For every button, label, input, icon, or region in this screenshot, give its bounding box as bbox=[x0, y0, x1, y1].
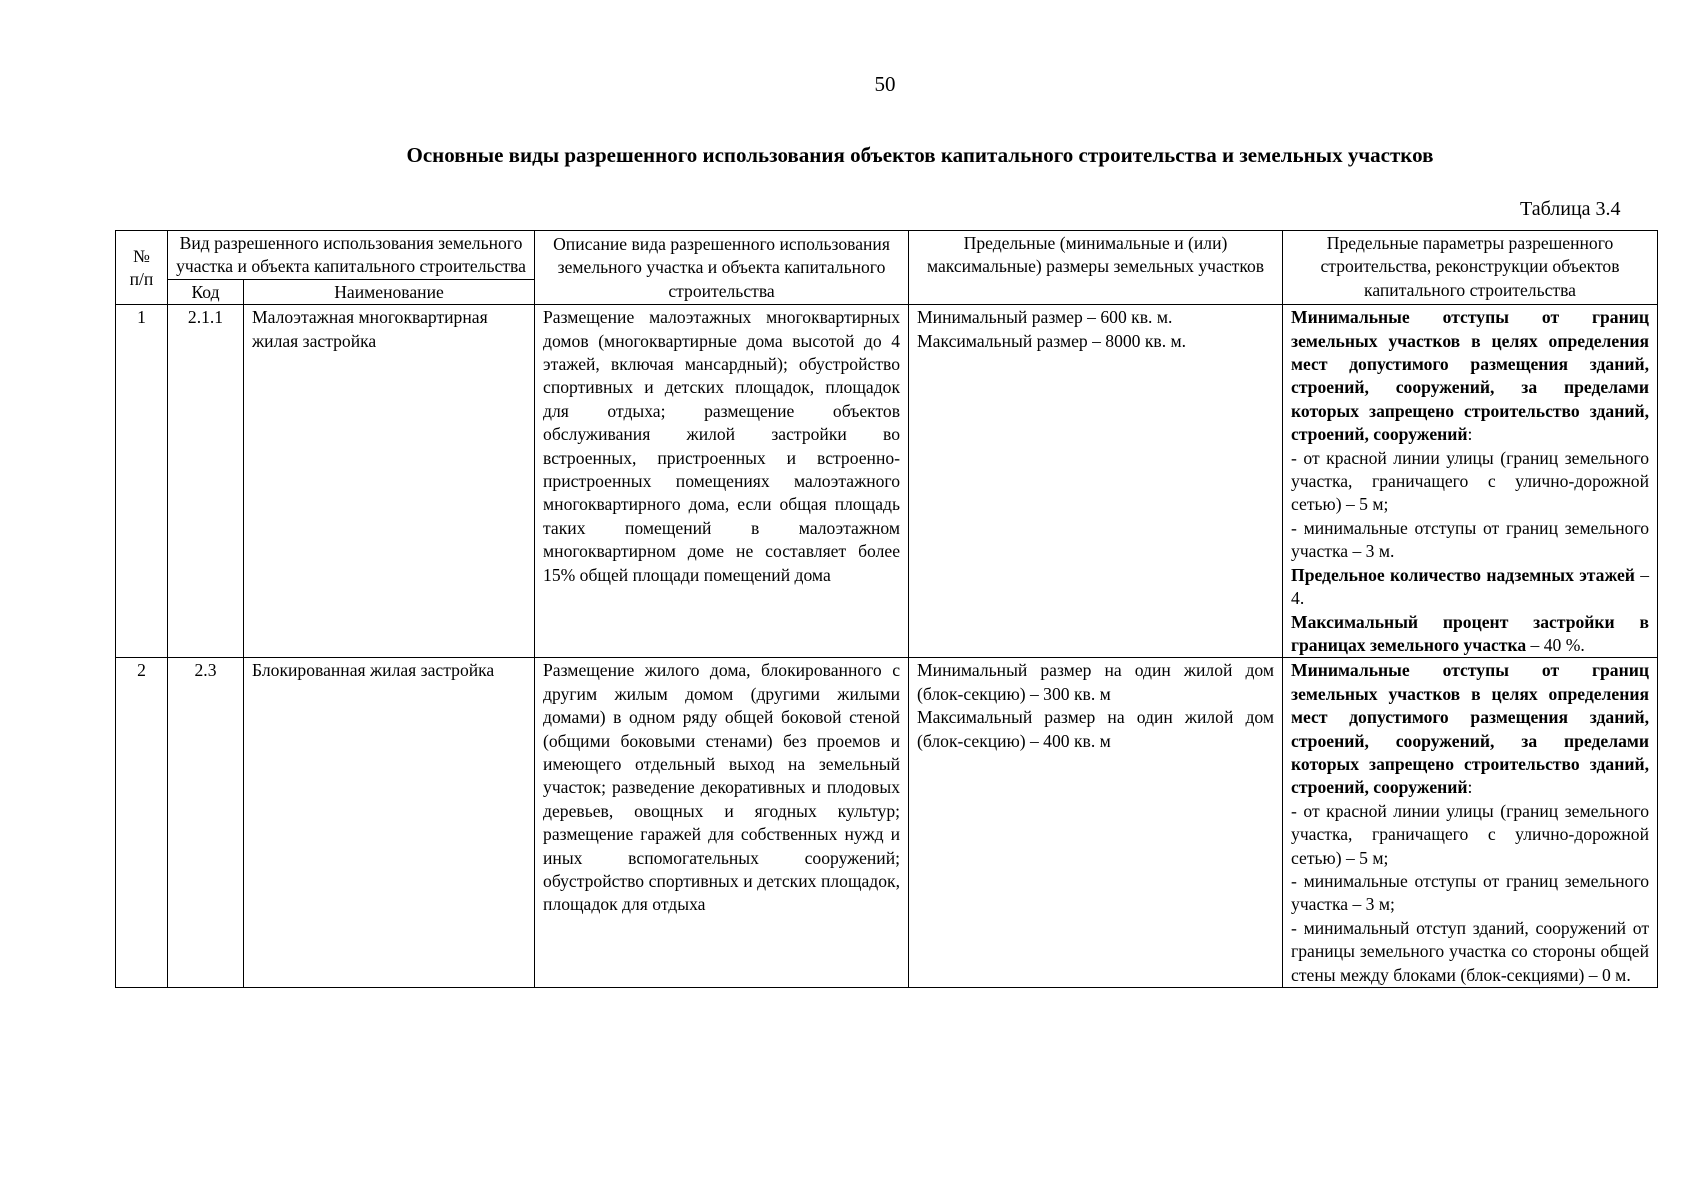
row-num: 2 bbox=[116, 658, 168, 988]
floors-value: – 4. bbox=[1291, 564, 1650, 609]
setback-item: - от красной линии улицы (границ земельного участка, граничащего с улично-дорожной сетью) – 5 м; bbox=[1291, 800, 1650, 868]
header-sizes: Предельные (минимальные и (или) максимальные) размеры земельных участков bbox=[909, 231, 1283, 305]
row-name: Малоэтажная многоквартирная жилая застройка bbox=[244, 305, 535, 658]
size-max: Максимальный размер на один жилой дом (блок-секцию) – 400 кв. м bbox=[917, 707, 1275, 751]
setback-item: - минимальные отступы от границ земельного участка – 3 м; bbox=[1291, 870, 1650, 915]
header-num: № п/п bbox=[116, 231, 168, 305]
setback-item: - минимальные отступы от границ земельного участка – 3 м. bbox=[1291, 517, 1650, 562]
header-use-type: Вид разрешенного использования земельного участка и объекта капитального строительства bbox=[168, 231, 535, 280]
coverage-heading: Максимальный процент застройки в границах земельного участка bbox=[1291, 611, 1650, 655]
row-params bbox=[1283, 305, 1658, 658]
document-title: Основные виды разрешенного использования объектов капитального строительства и земельных участков bbox=[406, 143, 1434, 167]
row-sizes bbox=[909, 305, 1283, 658]
page-number: 50 bbox=[874, 72, 896, 96]
row-name: Блокированная жилая застройка bbox=[244, 658, 535, 988]
header-code: Код bbox=[168, 279, 244, 304]
row-num: 1 bbox=[116, 305, 168, 658]
table-header-row bbox=[116, 231, 1658, 280]
size-min: Минимальный размер на один жилой дом (блок-секцию) – 300 кв. м bbox=[917, 660, 1275, 704]
header-params: Предельные параметры разрешенного строительства, реконструкции объектов капитального строительства bbox=[1283, 231, 1658, 305]
header-description: Описание вида разрешенного использования земельного участка и объекта капитального строительства bbox=[535, 231, 909, 305]
setback-item: - от красной линии улицы (границ земельного участка, граничащего с улично-дорожной сетью) – 5 м; bbox=[1291, 447, 1650, 515]
setbacks-block bbox=[1291, 306, 1649, 446]
setbacks-heading: Минимальные отступы от границ земельных участков в целях определения мест допустимого размещения зданий, строений, сооружений, за пределами которых запрещено строительство зданий, строений, сооружений bbox=[1291, 307, 1650, 445]
row-code: 2.3 bbox=[168, 658, 244, 988]
permitted-use-table bbox=[115, 230, 1658, 988]
row-description: Размещение жилого дома, блокированного с другим жилым домом (другими жилыми домами) в одном ряду общей боковой стеной (общими боковыми стенами) без проемов и имеющего отдельный выход на земельный участок; разведение декоративных и плодовых деревьев, овощных и ягодных культур; размещение гаражей для собственных нужд и иных вспомогательных сооружений; обустройство спортивных и детских площадок, площадок для отдыха bbox=[535, 658, 909, 988]
floors-heading: Предельное количество надземных этажей bbox=[1291, 564, 1635, 585]
setbacks-heading: Минимальные отступы от границ земельных участков в целях определения мест допустимого размещения зданий, строений, сооружений, за пределами которых запрещено строительство зданий, строений, сооружений bbox=[1291, 660, 1650, 798]
row-code: 2.1.1 bbox=[168, 305, 244, 658]
floors-block bbox=[1291, 564, 1649, 611]
header-name: Наименование bbox=[244, 279, 535, 304]
table-row bbox=[116, 658, 1658, 988]
row-sizes bbox=[909, 658, 1283, 988]
size-min: Минимальный размер – 600 кв. м. bbox=[917, 307, 1173, 328]
setbacks-colon: : bbox=[1467, 424, 1473, 445]
setbacks-block bbox=[1291, 659, 1649, 799]
setback-item: - минимальный отступ зданий, сооружений от границы земельного участка со стороны общей стены между блоками (блок-секциями) – 0 м. bbox=[1291, 917, 1650, 985]
coverage-value: – 40 %. bbox=[1526, 634, 1585, 655]
table-caption: Таблица 3.4 bbox=[1520, 198, 1621, 220]
row-params bbox=[1283, 658, 1658, 988]
row-description: Размещение малоэтажных многоквартирных домов (многоквартирные дома высотой до 4 этажей, включая мансардный); обустройство спортивных и детских площадок, площадок для отдыха; размещение объектов обслуживания жилой застройки во встроенных, пристроенных и встроенно-пристроенных помещениях малоэтажного многоквартирного дома, если общая площадь таких помещений в малоэтажном многоквартирном доме не составляет более 15% общей площади помещений дома bbox=[535, 305, 909, 658]
coverage-block bbox=[1291, 611, 1649, 658]
table-row bbox=[116, 305, 1658, 658]
setbacks-colon: : bbox=[1467, 777, 1473, 798]
size-max: Максимальный размер – 8000 кв. м. bbox=[917, 330, 1187, 351]
